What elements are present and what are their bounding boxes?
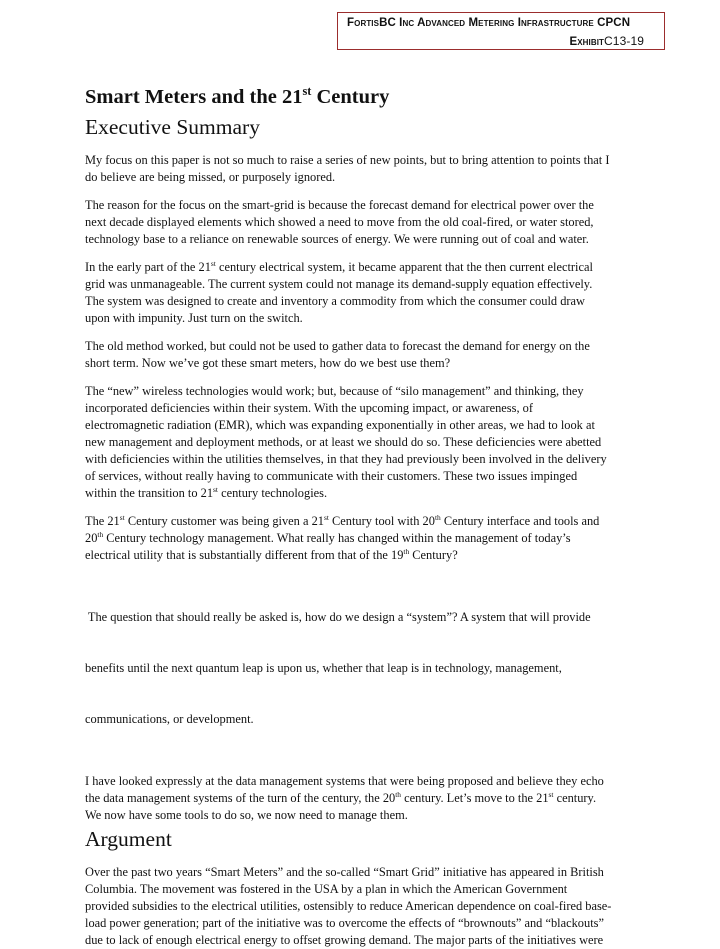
header-exhibit-number: C13-19	[604, 34, 644, 48]
paragraph-2: The reason for the focus on the smart-grid is because the forecast demand for electrical power over the next decade displayed elements which showed a need to move from the old coal-fired, or water stored, technology base to a reliance on renewable sources of energy. We were running out of coal and water.	[85, 198, 594, 246]
paragraph-4: The old method worked, but could not be used to gather data to forecast the demand for energy on the short term. Now we’ve got these smart meters, how do we best use them?	[85, 339, 590, 370]
section-heading-executive-summary: Executive Summary	[85, 115, 260, 139]
header-exhibit-label: Exhibit	[569, 36, 605, 48]
section-heading-argument: Argument	[85, 827, 172, 851]
document-body	[85, 82, 638, 949]
header-exhibit	[569, 34, 644, 48]
paragraph-1: My focus on this paper is not so much to raise a series of new points, but to bring attention to points that I do believe are being missed, or purposely ignored.	[85, 153, 610, 184]
paragraph-3: In the early part of the 21st century electrical system, it became apparent that the then current electrical grid was unmanageable. The current system could not manage its demand-supply equation effectively. The system was designed to create and inventory a commodity from which the consumer could draw upon with impunity. Just turn on the switch.	[85, 258, 593, 325]
exhibit-header-box	[337, 12, 665, 50]
header-proceeding-title: FortisBC Inc Advanced Metering Infrastructure CPCN	[347, 17, 631, 29]
paragraph-8: I have looked expressly at the data management systems that were being proposed and believe they echo the data management systems of the turn of the century, the 20th century. Let’s move to the 21st century. We now have some tools to do so, we now need to manage them.	[85, 774, 604, 822]
paragraph-7: The question that should really be asked is, how do we design a “system”? A system that will provide benefits until the next quantum leap is upon us, whether that leap is in technology, management, communications, or development.	[85, 610, 591, 726]
paragraph-9: Over the past two years “Smart Meters” and the so-called “Smart Grid” initiative has appeared in British Columbia. The movement was fostered in the USA by a plan in which the American Government provided subsidies to the electrical utilities, ostensibly to reduce American dependence on coal-fired base- load power generation; part of the initiative was to overcome the effects of “brownouts” and “blackouts” due to lack of enough electrical energy to offset growing demand. The major parts of the initiatives were	[85, 865, 612, 947]
document-title: Smart Meters and the 21st Century	[85, 84, 390, 108]
paragraph-5: The “new” wireless technologies would work; but, because of “silo management” and thinking, they incorporated deficiencies within their system. With the upcoming impact, or awareness, of electromagnetic radiation (EMR), which was expanding exponentially in other areas, we had to look at new management and deployment methods, or at least we should do so. These deficiencies were abetted with deficiencies within the utilities themselves, in that they had previously been involved in the delivery of services, without really having to communicate with their customers. These two issues impinged within the transition to 21st century technologies.	[85, 384, 607, 500]
paragraph-6: The 21st Century customer was being given a 21st Century tool with 20th Century interface and tools and 20th Century technology management. What really has changed within the management of today’s electrical utility that is substantially different from that of the 19th Century?	[85, 512, 600, 562]
